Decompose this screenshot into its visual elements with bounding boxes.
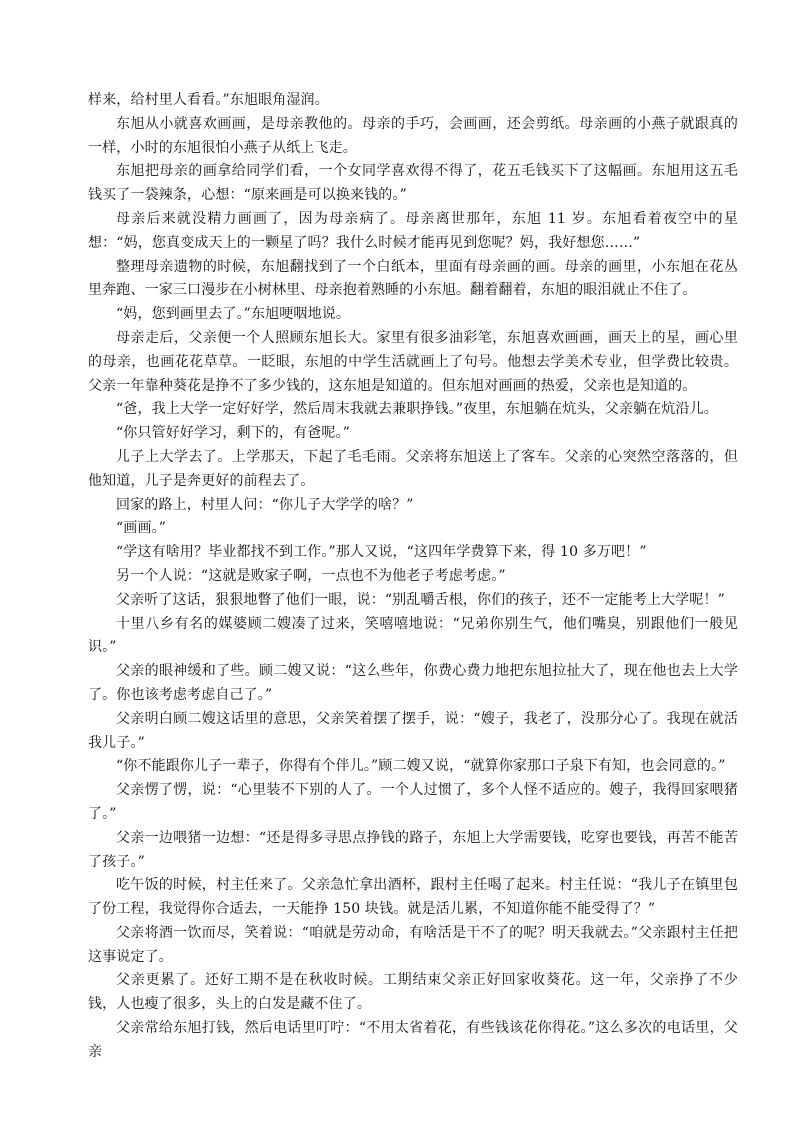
paragraph: 母亲后来就没精力画画了，因为母亲病了。母亲离世那年，东旭 11 岁。东旭看着夜空中的星想：“妈，您真变成天上的一颗星了吗？我什么时候才能再见到您呢？妈，我好想您……” bbox=[88, 210, 738, 251]
paragraph: 回家的路上，村里人问：“你儿子大学学的啥？” bbox=[116, 496, 414, 513]
paragraph: “画画。” bbox=[116, 520, 167, 537]
paragraph: 十里八乡有名的媒婆顾二嫂凑了过来，笑嘻嘻地说：“兄弟你别生气，他们嘴臭，别跟他们一般见识。” bbox=[88, 615, 738, 656]
paragraph: 父亲一边喂猪一边想：“还是得多寻思点挣钱的路子，东旭上大学需要钱，吃穿也要钱，再苦不能苦了孩子。” bbox=[88, 829, 738, 870]
paragraph: 另一个人说：“这就是败家子啊，一点也不为他老子考虑考虑。” bbox=[116, 567, 506, 584]
paragraph: 父亲的眼神缓和了些。顾二嫂又说：“这么些年，你费心费力地把东旭拉扯大了，现在他也去上大学了。你也该考虑考虑自己了。” bbox=[88, 663, 738, 703]
paragraph: 整理母亲遗物的时候，东旭翻找到了一个白纸本，里面有母亲画的画。母亲的画里，小东旭在花丛里奔跑、一家三口漫步在小树林里、母亲抱着熟睡的小东旭。翻着翻着，东旭的眼泪就止不住了。 bbox=[88, 258, 738, 299]
paragraph: 样来，给村里人看看。”东旭眼角湿润。 bbox=[88, 92, 329, 108]
paragraph: “妈，您到画里去了。”东旭哽咽地说。 bbox=[116, 306, 351, 323]
paragraph: 东旭把母亲的画拿给同学们看，一个女同学喜欢得不得了，花五毛钱买下了这幅画。东旭用这五毛钱买了一袋辣条，心想：“原来画是可以换来钱的。” bbox=[88, 163, 738, 204]
paragraph: 儿子上大学去了。上学那天，下起了毛毛雨。父亲将东旭送上了客车。父亲的心突然空落落的，但他知道，儿子是奔更好的前程去了。 bbox=[88, 448, 738, 489]
paragraph: 母亲走后，父亲便一个人照顾东旭长大。家里有很多油彩笔，东旭喜欢画画，画天上的星，画心里的母亲，也画花花草草。一眨眼，东旭的中学生活就画上了句号。他想去学美术专业，但学费比较贵。父亲一年靠种葵花是挣不了多少钱的，这东旭是知道的。但东旭对画画的热爱，父亲也是知道的。 bbox=[88, 329, 738, 394]
paragraph: 父亲愣了愣，说：“心里装不下别的人了。一个人过惯了，多个人怪不适应的。嫂子，我得回家喂猪了。” bbox=[88, 782, 738, 822]
paragraph: 父亲常给东旭打钱，然后电话里叮咛：“不用太省着花，有些钱该花你得花。”这么多次的电话里，父亲 bbox=[88, 1020, 738, 1060]
paragraph: “爸，我上大学一定好好学，然后周末我就去兼职挣钱。”夜里，东旭躺在炕头，父亲躺在炕沿儿。 bbox=[116, 401, 718, 418]
paragraph: “你不能跟你儿子一辈子，你得有个伴儿。”顾二嫂又说，“就算你家那口子泉下有知，也会同意的。” bbox=[116, 758, 726, 775]
paragraph: 东旭从小就喜欢画画，是母亲教他的。母亲的手巧，会画画，还会剪纸。母亲画的小燕子就跟真的一样，小时的东旭很怕小燕子从纸上飞走。 bbox=[88, 115, 738, 156]
paragraph: “你只管好好学习，剩下的，有爸呢。” bbox=[116, 425, 351, 442]
paragraph: “学这有啥用？毕业都找不到工作。”那人又说，“这四年学费算下来，得 10 多万吧！” bbox=[116, 544, 647, 561]
document-body bbox=[88, 89, 738, 1065]
paragraph: 父亲听了这话，狠狠地瞥了他们一眼，说：“别乱嚼舌根，你们的孩子，还不一定能考上大学呢！” bbox=[116, 591, 725, 608]
paragraph: 父亲将酒一饮而尽，笑着说：“咱就是劳动命，有啥活是干不了的呢？明天我就去。”父亲跟村主任把这事说定了。 bbox=[88, 924, 738, 965]
paragraph: 吃午饭的时候，村主任来了。父亲急忙拿出酒杯，跟村主任喝了起来。村主任说：“我儿子在镇里包了份工程，我觉得你合适去，一天能挣 150 块钱。就是活儿累，不知道你能不能受得了？” bbox=[88, 877, 738, 918]
paragraph: 父亲明白顾二嫂这话里的意思，父亲笑着摆了摆手，说：“嫂子，我老了，没那分心了。我现在就活我儿子。” bbox=[88, 710, 738, 751]
paragraph: 父亲更累了。还好工期不是在秋收时候。工期结束父亲正好回家收葵花。这一年，父亲挣了不少钱，人也瘦了很多，头上的白发是藏不住了。 bbox=[88, 972, 738, 1013]
